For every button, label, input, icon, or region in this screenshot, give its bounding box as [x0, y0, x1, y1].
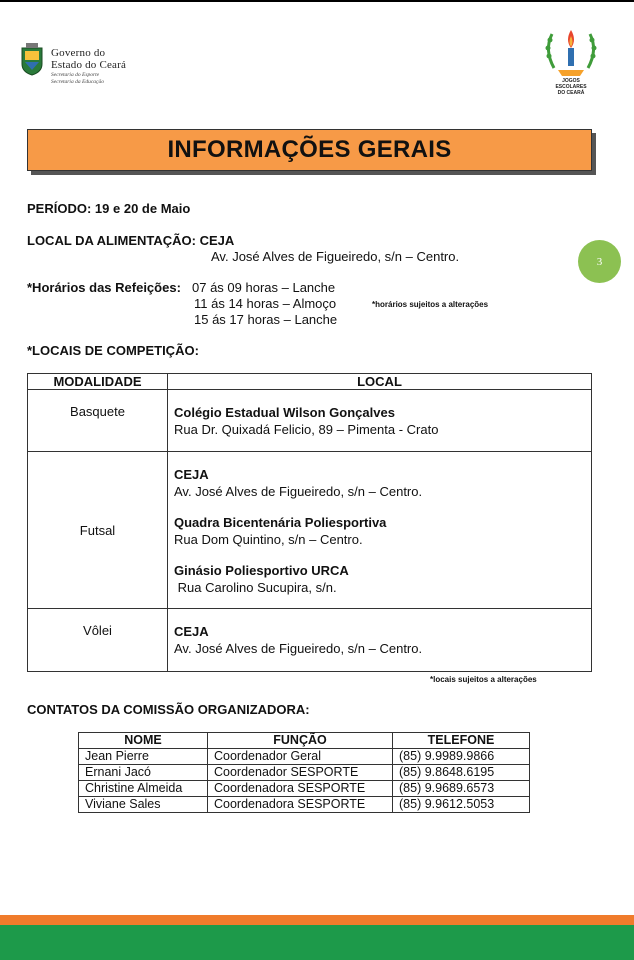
- col-location: LOCAL: [168, 374, 592, 390]
- location-cell: [168, 609, 592, 672]
- venues-note: *locais sujeitos a alterações: [430, 675, 537, 684]
- jogos-escolares-logo: [538, 26, 604, 96]
- venue-name: CEJA: [174, 467, 209, 482]
- event-logo-line3: DO CEARÁ: [557, 90, 585, 96]
- footer-stripe-orange: [0, 915, 634, 925]
- modality-cell: Basquete: [28, 390, 168, 452]
- gov-logo-line1: Governo do: [51, 47, 106, 59]
- contact-row: [79, 797, 530, 813]
- contact-role: Coordenadora SESPORTE: [208, 797, 393, 813]
- contact-role: Coordenadora SESPORTE: [208, 781, 393, 797]
- contact-role: Coordenador SESPORTE: [208, 765, 393, 781]
- meal-location-name: CEJA: [199, 233, 235, 248]
- modality-cell: Vôlei: [28, 609, 168, 672]
- contact-name: Christine Almeida: [79, 781, 208, 797]
- gov-logo-line3: Secretaria do Esporte: [51, 72, 100, 78]
- meal-time-snack: 15 ás 17 horas – Lanche: [194, 312, 338, 327]
- contact-name: Jean Pierre: [79, 749, 208, 765]
- gov-logo-line4: Secretaria da Educação: [51, 79, 104, 85]
- contact-row: [79, 781, 530, 797]
- state-crest-icon: [20, 42, 44, 76]
- venue-name: Ginásio Poliesportivo URCA: [174, 563, 349, 578]
- government-logo: [20, 42, 160, 86]
- meal-times-note: *horários sujeitos a alterações: [372, 300, 489, 309]
- contact-row: [79, 749, 530, 765]
- footer-stripe-green: [0, 925, 634, 960]
- page-number: 3: [596, 255, 603, 268]
- contact-row: [79, 765, 530, 781]
- venue-address: Av. José Alves de Figueiredo, s/n – Centro.: [174, 484, 423, 499]
- venues-table: [27, 373, 592, 672]
- location-cell: [168, 390, 592, 452]
- meal-time-lunch: 11 ás 14 horas – Almoço: [194, 296, 337, 311]
- venue-address: Rua Dom Quintino, s/n – Centro.: [174, 532, 363, 547]
- contact-phone: (85) 9.9689.6573: [393, 781, 530, 797]
- meal-time-breakfast: 07 ás 09 horas – Lanche: [192, 280, 336, 295]
- period-label: PERÍODO:: [27, 201, 92, 216]
- meal-times-label: *Horários das Refeições:: [27, 280, 181, 295]
- contact-name: Ernani Jacó: [79, 765, 208, 781]
- venues-heading: *LOCAIS DE COMPETIÇÃO:: [27, 343, 199, 358]
- col-role: FUNÇÃO: [208, 733, 393, 749]
- contact-phone: (85) 9.8648.6195: [393, 765, 530, 781]
- event-logo-line1: JOGOS: [562, 78, 580, 84]
- venue-row-futsal: [28, 452, 592, 609]
- venue-address: Rua Carolino Sucupira, s/n.: [174, 580, 337, 595]
- col-phone: TELEFONE: [393, 733, 530, 749]
- venue-row-volei: [28, 609, 592, 672]
- col-modality: MODALIDADE: [28, 374, 168, 390]
- venue-name: Quadra Bicentenária Poliesportiva: [174, 515, 387, 530]
- contacts-table: [78, 732, 530, 813]
- gov-logo-line2: Estado do Ceará: [51, 59, 127, 71]
- venue-address: Rua Dr. Quixadá Felicio, 89 – Pimenta - Crato: [174, 422, 439, 437]
- page-number-badge: [578, 240, 621, 283]
- meal-location-address: Av. José Alves de Figueiredo, s/n – Centro.: [211, 249, 460, 264]
- meal-location-line: [27, 233, 234, 248]
- venue-row-basquete: [28, 390, 592, 452]
- page-title: INFORMAÇÕES GERAIS: [167, 136, 452, 163]
- venue-address: Av. José Alves de Figueiredo, s/n – Centro.: [174, 641, 423, 656]
- venue-name: Colégio Estadual Wilson Gonçalves: [174, 405, 395, 420]
- location-cell: [168, 452, 592, 609]
- event-logo-line2: ESCOLARES: [555, 84, 587, 90]
- title-banner: [27, 129, 592, 171]
- torch-laurel-icon: [538, 26, 604, 78]
- venues-header-row: [28, 374, 592, 390]
- contact-phone: (85) 9.9612.5053: [393, 797, 530, 813]
- contact-phone: (85) 9.9989.9866: [393, 749, 530, 765]
- col-name: NOME: [79, 733, 208, 749]
- venue-name: CEJA: [174, 624, 209, 639]
- modality-cell: Futsal: [28, 452, 168, 609]
- contacts-heading: CONTATOS DA COMISSÃO ORGANIZADORA:: [27, 702, 310, 717]
- contacts-header-row: [79, 733, 530, 749]
- contact-role: Coordenador Geral: [208, 749, 393, 765]
- period-value: 19 e 20 de Maio: [94, 201, 191, 216]
- top-border: [0, 0, 634, 2]
- period-line: [27, 201, 190, 216]
- meal-location-label: LOCAL DA ALIMENTAÇÃO:: [27, 233, 196, 248]
- contact-name: Viviane Sales: [79, 797, 208, 813]
